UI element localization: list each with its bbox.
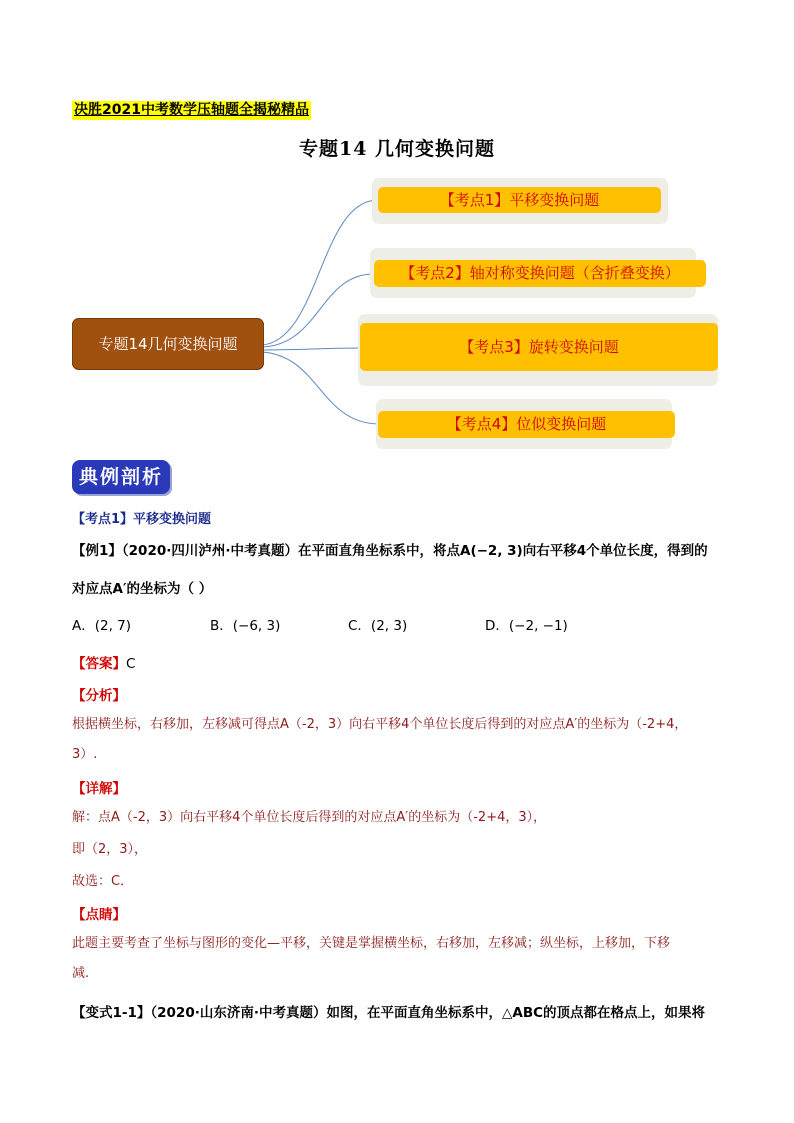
comment-tag: 【点睛】 bbox=[72, 907, 126, 923]
comment-line-2: 减. bbox=[72, 966, 90, 981]
detail-line-3: 故选：C． bbox=[72, 874, 134, 889]
analysis-line-2: 3）. bbox=[72, 747, 98, 762]
branch-1-label: 平移变换问题 bbox=[509, 191, 600, 209]
option-a: A．(2, 7) bbox=[72, 618, 132, 634]
analysis-line-1: 根据横坐标，右移加，左移减可得点A（-2，3）向右平移4个单位长度后得到的对应点A′的坐标为（-2+4， bbox=[72, 717, 688, 732]
variant-source: （2020·山东济南·中考真题） bbox=[150, 1005, 327, 1021]
section-badge: 典例剖析 bbox=[72, 460, 170, 494]
mindmap-center: 专题14几何变换问题 bbox=[72, 318, 264, 370]
subhead-text: 平移变换问题 bbox=[133, 512, 212, 527]
detail-tag: 【详解】 bbox=[72, 781, 126, 797]
mindmap-branch-1 bbox=[378, 187, 661, 213]
answer-value: C bbox=[126, 656, 136, 672]
branch-3-tag: 【考点3】 bbox=[459, 338, 529, 356]
mindmap-branch-3 bbox=[360, 323, 718, 371]
comment-line-1: 此题主要考查了坐标与图形的变化—平移，关键是掌握横坐标，右移加，左移减；纵坐标，上移加，下移 bbox=[72, 936, 671, 951]
branch-1-tag: 【考点1】 bbox=[439, 191, 510, 209]
answer-tag: 【答案】 bbox=[72, 656, 126, 672]
mindmap-branch-4 bbox=[378, 411, 675, 438]
branch-4-label: 位似变换问题 bbox=[516, 415, 607, 433]
option-d: D．(−2, −1) bbox=[485, 618, 568, 634]
variant-line bbox=[72, 994, 732, 1032]
section-subhead bbox=[72, 508, 211, 527]
analysis-tag: 【分析】 bbox=[72, 688, 126, 704]
example-1-tag: 【例1】 bbox=[72, 543, 122, 559]
option-b: B．(−6, 3) bbox=[210, 618, 281, 634]
variant-tag: 【变式1-1】 bbox=[72, 1005, 151, 1021]
example-1-source: （2020·四川泸州·中考真题） bbox=[121, 543, 298, 559]
branch-2-label: 轴对称变换问题（含折叠变换） bbox=[469, 264, 680, 282]
example-1-text: 在平面直角坐标系中，将点A(−2, 3)向右平移4个单位长度，得到的 bbox=[298, 543, 708, 559]
variant-text: 如图，在平面直角坐标系中，△ABC的顶点都在格点上，如果将 bbox=[326, 1005, 706, 1021]
example-1-line-2: 对应点A′的坐标为（ ） bbox=[72, 581, 213, 597]
banner: 决胜2021中考数学压轴题全揭秘精品 bbox=[74, 102, 309, 118]
page-title: 专题14 几何变换问题 bbox=[298, 138, 496, 160]
detail-line-2: 即（2，3）， bbox=[72, 842, 148, 857]
mindmap-branch-2 bbox=[374, 260, 706, 287]
branch-4-tag: 【考点4】 bbox=[446, 415, 517, 433]
branch-3-label: 旋转变换问题 bbox=[528, 338, 619, 356]
answer-line bbox=[72, 652, 135, 672]
option-c: C．(2, 3) bbox=[348, 618, 408, 634]
detail-line-1: 解：点A（-2，3）向右平移4个单位长度后得到的对应点A′的坐标为（-2+4，3）， bbox=[72, 810, 547, 825]
subhead-prefix: 【考点1】 bbox=[72, 512, 134, 527]
branch-2-tag: 【考点2】 bbox=[400, 264, 470, 282]
example-1-line-1 bbox=[72, 532, 732, 570]
